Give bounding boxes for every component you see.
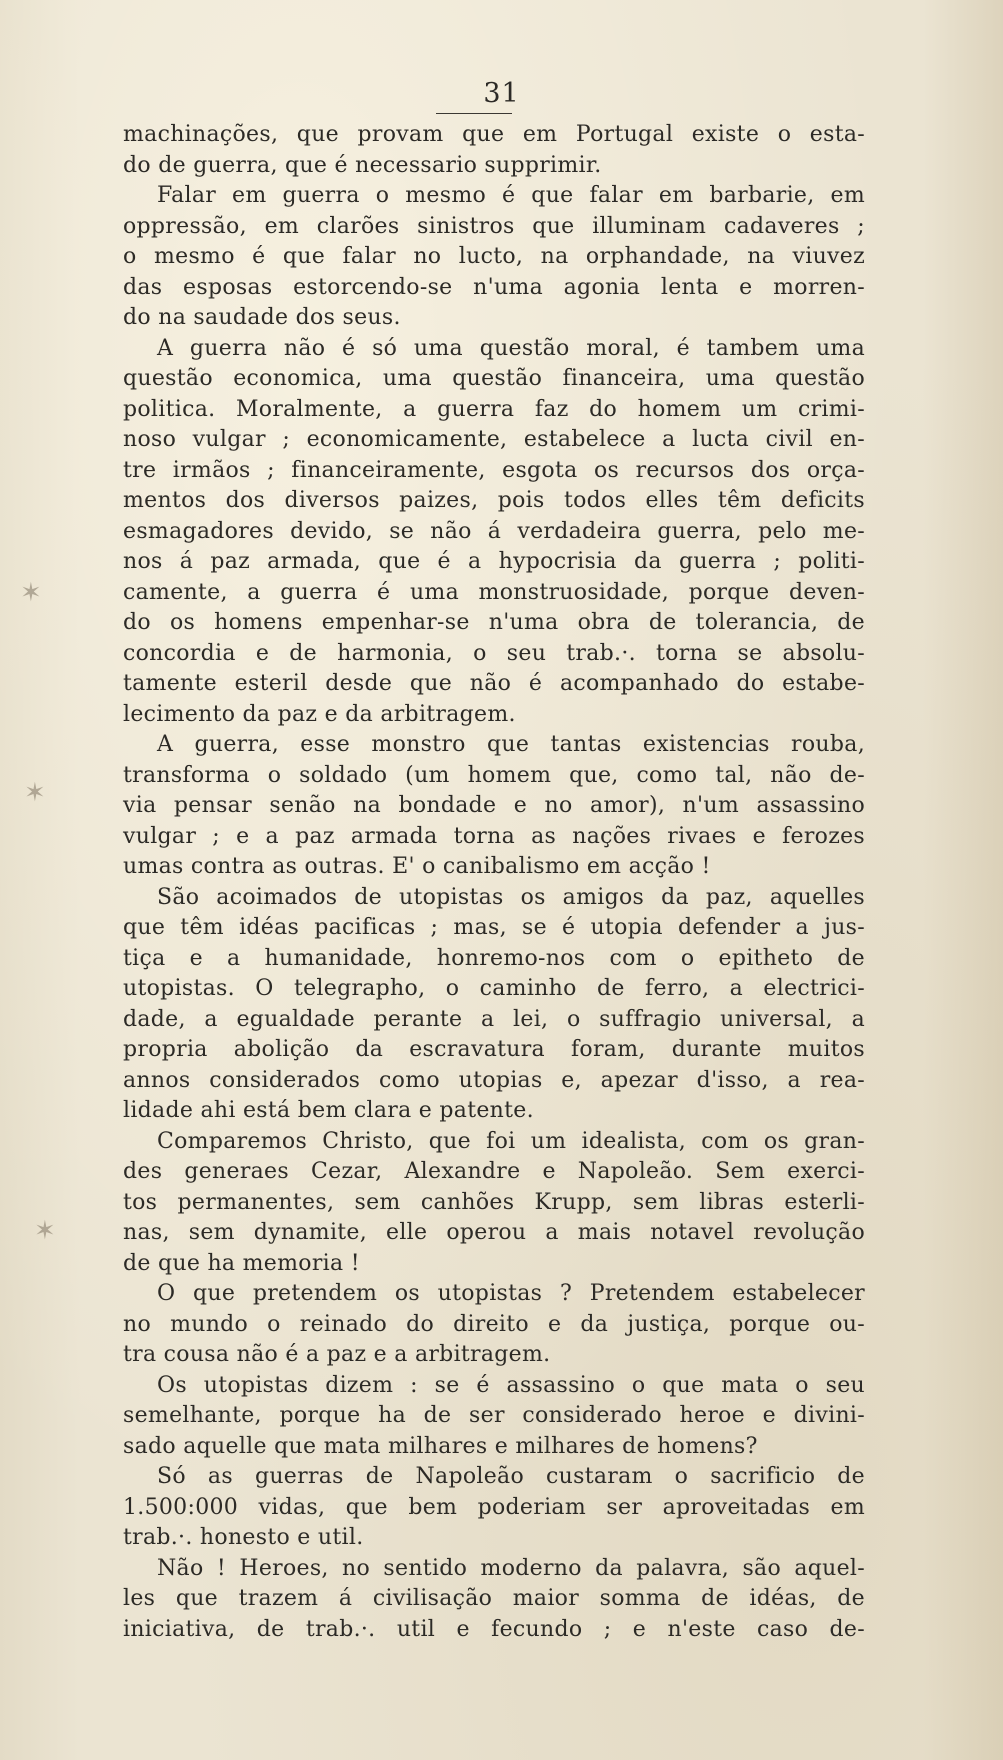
text-line: semelhante, porque ha de ser considerado heroe e divini- — [123, 1403, 865, 1428]
text-line: iniciativa, de trab.·. util e fecundo ; e n'este caso de- — [123, 1616, 865, 1642]
text-line: sado aquelle que mata milhares e milhares de homens? — [123, 1433, 758, 1459]
text-line: do de guerra, que é necessario supprimir. — [123, 152, 602, 178]
text-line: Só as guerras de Napoleão custaram o sacrificio de — [157, 1464, 865, 1489]
text-line: propria abolição da escravatura foram, durante muitos — [123, 1037, 865, 1062]
text-line: transforma o soldado (um homem que, como tal, não de- — [123, 762, 865, 788]
text-line: O que pretendem os utopistas ? Pretendem estabelecer — [157, 1281, 865, 1306]
text-line: annos considerados como utopias e, apezar d'isso, a rea- — [123, 1067, 865, 1093]
text-line: umas contra as outras. E' o canibalismo em acção ! — [123, 854, 711, 879]
text-line: via pensar senão na bondade e no amor), n'um assassino — [123, 793, 865, 818]
text-line: das esposas estorcendo-se n'uma agonia lenta e morren- — [123, 274, 865, 300]
text-line: vulgar ; e a paz armada torna as nações rivaes e ferozes — [123, 823, 865, 849]
text-line: dade, a egualdade perante a lei, o suffragio universal, a — [123, 1006, 865, 1032]
text-line: tre irmãos ; financeiramente, esgota os recursos dos orça- — [123, 457, 865, 483]
text-line: tra cousa não é a paz e a arbitragem. — [123, 1342, 551, 1367]
text-line: que têm idéas pacificas ; mas, se é utopia defender a jus- — [123, 915, 865, 940]
text-line: A guerra, esse monstro que tantas existencias rouba, — [157, 732, 865, 757]
text-line: o mesmo é que falar no lucto, na orphandade, na viuvez — [123, 244, 865, 269]
text-line: noso vulgar ; economicamente, estabelece a lucta civil en- — [123, 427, 865, 452]
text-line: concordia e de harmonia, o seu trab.·. torna se absolu- — [123, 640, 865, 666]
text-line: Comparemos Christo, que foi um idealista, com os gran- — [157, 1128, 865, 1154]
text-line: do os homens empenhar-se n'uma obra de tolerancia, de — [123, 610, 865, 635]
text-line: Não ! Heroes, no sentido moderno da palavra, são aquel- — [157, 1555, 865, 1581]
text-line: nas, sem dynamite, elle operou a mais notavel revolução — [123, 1220, 865, 1245]
text-line: São acoimados de utopistas os amigos da paz, aquelles — [157, 884, 865, 910]
text-line: 1.500:000 vidas, que bem poderiam ser aproveitadas em — [123, 1494, 865, 1520]
page-number: 31 — [483, 78, 520, 109]
text-line: les que trazem á civilisação maior somma de idéas, de — [123, 1586, 865, 1611]
text-line: camente, a guerra é uma monstruosidade, porque deven- — [123, 579, 865, 605]
margin-stain: ✶ — [24, 778, 46, 808]
body-text — [123, 120, 865, 1645]
text-line: lidade ahi está bem clara e patente. — [123, 1098, 534, 1123]
text-line: de que ha memoria ! — [123, 1250, 360, 1276]
text-line: tiça e a humanidade, honremo-nos com o epitheto de — [123, 945, 865, 971]
text-line: no mundo o reinado do direito e da justiça, porque ou- — [123, 1311, 865, 1337]
text-line: nos á paz armada, que é a hypocrisia da guerra ; politi- — [123, 549, 865, 574]
text-line: lecimento da paz e da arbitragem. — [123, 701, 516, 727]
text-line: Os utopistas dizem : se é assassino o que mata o seu — [157, 1372, 865, 1398]
text-line: mentos dos diversos paizes, pois todos elles têm deficits — [123, 488, 865, 513]
text-line: utopistas. O telegrapho, o caminho de ferro, a electrici- — [123, 976, 865, 1001]
margin-stain: ✶ — [20, 578, 42, 608]
text-line: do na saudade dos seus. — [123, 305, 401, 330]
text-line: politica. Moralmente, a guerra faz do homem um crimi- — [123, 396, 865, 422]
text-line: tamente esteril desde que não é acompanhado do estabe- — [123, 671, 865, 696]
text-line: oppressão, em clarões sinistros que illuminam cadaveres ; — [123, 213, 865, 239]
text-line: esmagadores devido, se não á verdadeira guerra, pelo me- — [123, 518, 865, 544]
text-line: questão economica, uma questão financeira, uma questão — [123, 366, 865, 391]
page-number-rule — [436, 113, 512, 114]
margin-stain: ✶ — [34, 1216, 56, 1246]
text-line: des generaes Cezar, Alexandre e Napoleão. Sem exerci- — [123, 1159, 865, 1184]
text-line: A guerra não é só uma questão moral, é tambem uma — [157, 335, 865, 361]
text-line: trab.·. honesto e util. — [123, 1525, 364, 1550]
text-line: tos permanentes, sem canhões Krupp, sem libras esterli- — [123, 1189, 865, 1215]
text-line: machinações, que provam que em Portugal existe o esta- — [123, 122, 865, 147]
text-line: Falar em guerra o mesmo é que falar em barbarie, em — [157, 183, 865, 208]
